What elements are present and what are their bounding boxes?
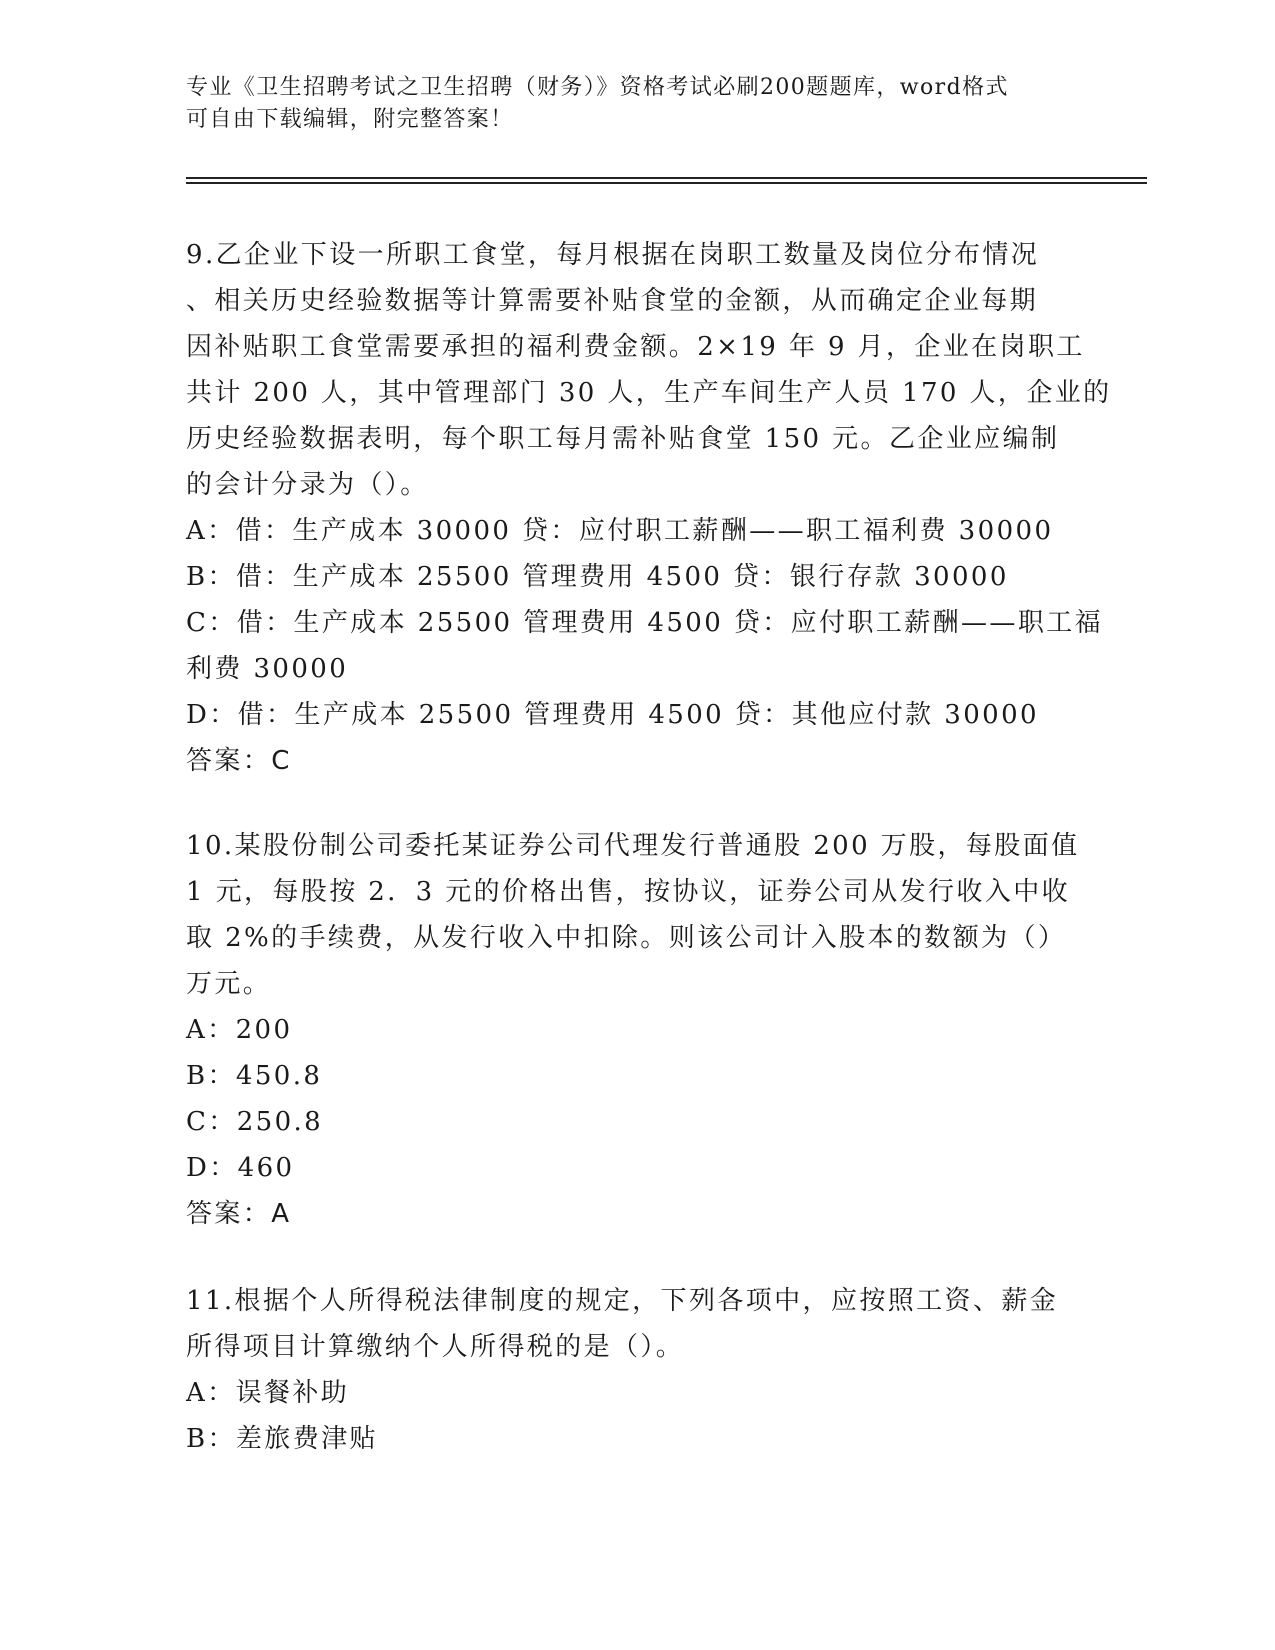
question-stem-line: 因补贴职工食堂需要承担的福利费金额。2×19 年 9 月，企业在岗职工	[186, 332, 1085, 362]
question-stem-line: 11.根据个人所得税法律制度的规定，下列各项中，应按照工资、薪金	[186, 1286, 1059, 1316]
question-stem-line: 10.某股份制公司委托某证券公司代理发行普通股 200 万股，每股面值	[186, 831, 1080, 861]
option-a: A：200	[186, 1015, 293, 1045]
answer-label: 答案：A	[186, 1199, 292, 1229]
question-stem-line: 的会计分录为（）。	[186, 470, 429, 500]
header-line: 专业《卫生招聘考试之卫生招聘（财务）》资格考试必刷200题题库，word格式	[186, 75, 1009, 100]
header-divider	[186, 182, 1147, 184]
option-d: D：460	[186, 1153, 295, 1183]
option-b: B：借：生产成本 25500 管理费用 4500 贷：银行存款 30000	[186, 562, 1009, 592]
question-10	[186, 823, 1086, 1237]
option-a: A：借：生产成本 30000 贷：应付职工薪酬——职工福利费 30000	[186, 516, 1054, 546]
header-line: 可自由下载编辑，附完整答案！	[186, 107, 514, 132]
option-b: B：450.8	[186, 1061, 323, 1091]
question-stem-line: 万元。	[186, 969, 272, 999]
option-c: C：250.8	[186, 1107, 324, 1137]
question-11	[186, 1278, 1086, 1462]
header-divider	[186, 177, 1147, 179]
question-stem-line: 共计 200 人，其中管理部门 30 人，生产车间生产人员 170 人，企业的	[186, 378, 1112, 408]
question-stem-line: 1 元，每股按 2．3 元的价格出售，按协议，证券公司从发行收入中收	[186, 877, 1071, 907]
question-9	[186, 232, 1112, 784]
document-header	[186, 72, 1066, 136]
question-stem-line: 、相关历史经验数据等计算需要补贴食堂的金额，从而确定企业每期	[186, 286, 1039, 316]
question-stem-line: 历史经验数据表明，每个职工每月需补贴食堂 150 元。乙企业应编制	[186, 424, 1060, 454]
option-c-continued: 利费 30000	[186, 654, 349, 684]
question-stem-line: 取 2%的手续费，从发行收入中扣除。则该公司计入股本的数额为（）	[186, 923, 1067, 953]
option-c: C：借：生产成本 25500 管理费用 4500 贷：应付职工薪酬——职工福	[186, 608, 1104, 638]
option-b: B：差旅费津贴	[186, 1424, 378, 1454]
question-stem-line: 所得项目计算缴纳个人所得税的是（）。	[186, 1332, 685, 1362]
option-d: D：借：生产成本 25500 管理费用 4500 贷：其他应付款 30000	[186, 700, 1039, 730]
option-a: A：误餐补助	[186, 1378, 350, 1408]
answer-label: 答案：C	[186, 746, 292, 776]
question-stem-line: 9.乙企业下设一所职工食堂，每月根据在岗职工数量及岗位分布情况	[186, 240, 1040, 270]
